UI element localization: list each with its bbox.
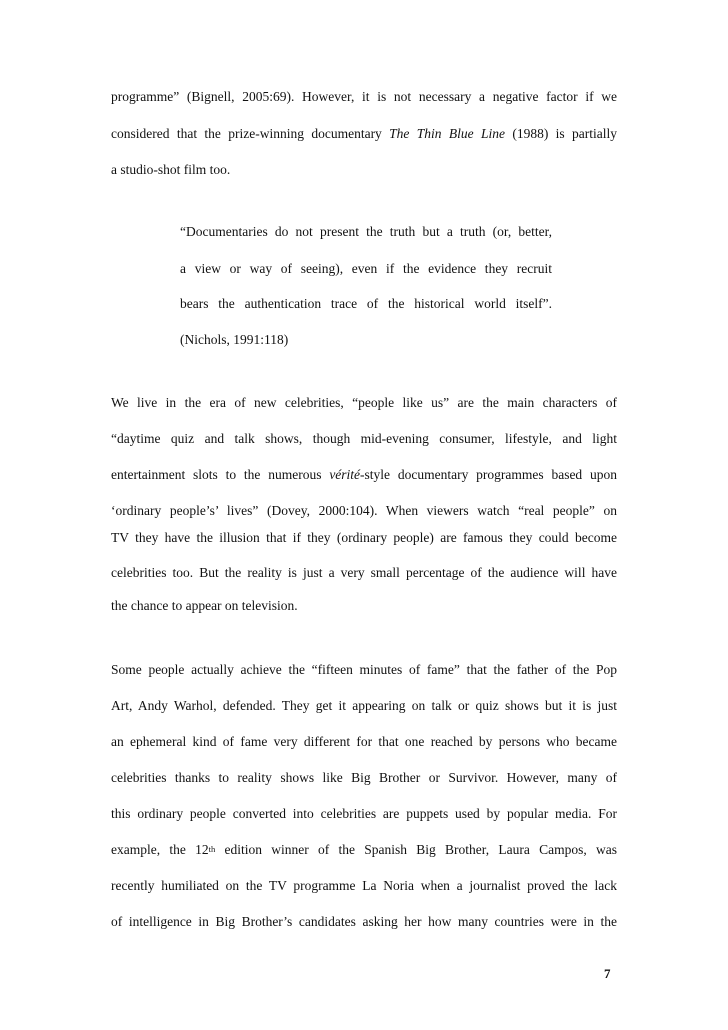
- body-text-line: of intelligence in Big Brother’s candidates asking her how many countries were in the: [111, 914, 617, 929]
- body-text-line: a studio-shot film too.: [111, 162, 231, 177]
- body-text-line: [111, 125, 617, 143]
- body-text-line: an ephemeral kind of fame very different for that one reached by persons who became: [111, 734, 617, 749]
- body-text-line: celebrities too. But the reality is just a very small percentage of the audience will have: [111, 565, 617, 580]
- body-text-segment: edition winner of the Spanish Big Brother, Laura Campos, was: [215, 842, 617, 857]
- body-text-line: recently humiliated on the TV programme La Noria when a journalist proved the lack: [111, 878, 617, 893]
- body-text-line: Art, Andy Warhol, defended. They get it appearing on talk or quiz shows but it is just: [111, 698, 617, 713]
- body-text-line: Some people actually achieve the “fifteen minutes of fame” that the father of the Pop: [111, 662, 617, 677]
- ordinal-superscript: th: [208, 844, 216, 854]
- body-text-line: ‘ordinary people’s’ lives” (Dovey, 2000:104). When viewers watch “real people” on: [111, 503, 617, 518]
- quote-citation: (Nichols, 1991:118): [180, 332, 289, 347]
- block-quote-line: “Documentaries do not present the truth but a truth (or, better,: [180, 224, 552, 239]
- italic-term: vérité: [329, 467, 361, 482]
- body-text-line: [111, 466, 617, 484]
- body-text-segment: entertainment slots to the numerous: [111, 467, 330, 482]
- body-text-line: the chance to appear on television.: [111, 598, 298, 613]
- body-text-line: this ordinary people converted into celebrities are puppets used by popular media. For: [111, 806, 617, 821]
- body-text-line: [111, 841, 617, 859]
- body-text-segment: considered that the prize-winning documentary: [111, 126, 390, 141]
- body-text-segment: (1988) is partially: [504, 126, 617, 141]
- body-text-line: celebrities thanks to reality shows like Big Brother or Survivor. However, many of: [111, 770, 617, 785]
- page-number: 7: [604, 966, 611, 981]
- body-text-line: programme” (Bignell, 2005:69). However, it is not necessary a negative factor if we: [111, 89, 617, 104]
- body-text-line: TV they have the illusion that if they (ordinary people) are famous they could become: [111, 530, 617, 545]
- body-text-line: “daytime quiz and talk shows, though mid-evening consumer, lifestyle, and light: [111, 431, 617, 446]
- body-text-segment: -style documentary programmes based upon: [360, 467, 618, 482]
- body-text-line: We live in the era of new celebrities, “people like us” are the main characters of: [111, 395, 617, 410]
- film-title: The Thin Blue Line: [389, 126, 505, 141]
- block-quote-line: a view or way of seeing), even if the evidence they recruit: [180, 261, 552, 276]
- block-quote-line: bears the authentication trace of the historical world itself”.: [180, 296, 552, 311]
- body-text-segment: example, the 12: [111, 842, 209, 857]
